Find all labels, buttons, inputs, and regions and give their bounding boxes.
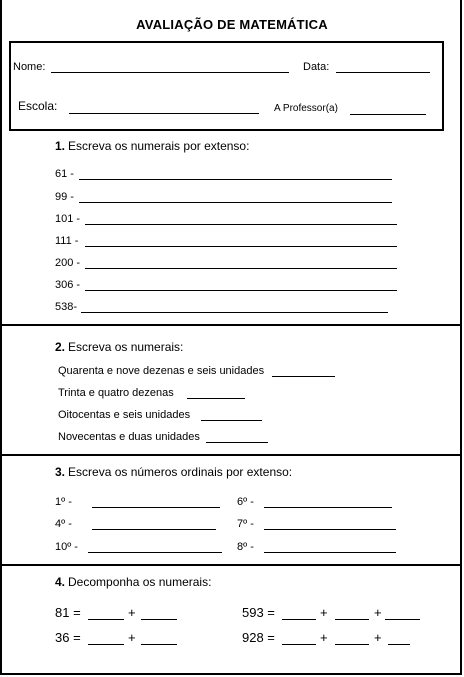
q4-answer-line[interactable] bbox=[385, 619, 420, 620]
question-text: Decomponha os numerais: bbox=[68, 575, 212, 589]
q2-item: Trinta e quatro dezenas bbox=[58, 387, 174, 399]
question-2-heading bbox=[55, 340, 183, 354]
q2-item: Oitocentas e seis unidades bbox=[58, 409, 191, 421]
question-3-heading bbox=[55, 465, 292, 479]
student-info-box bbox=[9, 41, 444, 131]
q3-answer-line[interactable] bbox=[88, 552, 222, 553]
q4-answer-line[interactable] bbox=[88, 644, 124, 645]
q4-number: 928 = bbox=[242, 630, 275, 645]
q4-answer-line[interactable] bbox=[388, 644, 410, 645]
q2-answer-line[interactable] bbox=[272, 376, 335, 377]
q4-answer-line[interactable] bbox=[335, 619, 369, 620]
plus-sign: + bbox=[320, 630, 328, 645]
q2-answer-line[interactable] bbox=[201, 420, 262, 421]
q1-item: 99 - bbox=[55, 191, 74, 203]
q3-answer-line[interactable] bbox=[264, 552, 396, 553]
name-field[interactable] bbox=[51, 72, 289, 73]
q2-answer-line[interactable] bbox=[206, 442, 268, 443]
plus-sign: + bbox=[374, 605, 382, 620]
q4-answer-line[interactable] bbox=[141, 644, 177, 645]
q3-item: 6º - bbox=[237, 496, 254, 508]
q4-number: 81 = bbox=[55, 605, 81, 620]
school-label: Escola: bbox=[18, 99, 58, 113]
q1-answer-line[interactable] bbox=[79, 179, 392, 180]
q1-answer-line[interactable] bbox=[85, 290, 397, 291]
section-divider bbox=[2, 564, 460, 566]
q1-item: 306 - bbox=[55, 279, 81, 291]
q3-answer-line[interactable] bbox=[92, 507, 220, 508]
q3-item: 7º - bbox=[237, 518, 254, 530]
q3-answer-line[interactable] bbox=[92, 529, 216, 530]
teacher-field[interactable] bbox=[350, 114, 426, 115]
plus-sign: + bbox=[374, 630, 382, 645]
question-4-heading bbox=[55, 575, 211, 589]
q4-number: 593 = bbox=[242, 605, 275, 620]
teacher-label: A Professor(a) bbox=[274, 103, 338, 114]
q1-answer-line[interactable] bbox=[85, 268, 397, 269]
q3-answer-line[interactable] bbox=[264, 529, 396, 530]
q4-answer-line[interactable] bbox=[282, 619, 316, 620]
date-label: Data: bbox=[303, 61, 330, 73]
q4-number: 36 = bbox=[55, 630, 81, 645]
q4-answer-line[interactable] bbox=[335, 644, 369, 645]
page-title: AVALIAÇÃO DE MATEMÁTICA bbox=[136, 17, 328, 32]
q1-item: 111 - bbox=[55, 235, 79, 247]
q1-answer-line[interactable] bbox=[85, 224, 397, 225]
section-divider bbox=[2, 454, 460, 456]
plus-sign: + bbox=[128, 605, 136, 620]
question-text: Escreva os numerais por extenso: bbox=[68, 139, 250, 153]
q4-answer-line[interactable] bbox=[88, 619, 124, 620]
name-label: Nome: bbox=[13, 61, 46, 73]
question-1-heading bbox=[55, 139, 249, 153]
school-field[interactable] bbox=[69, 113, 259, 114]
q1-item: 101 - bbox=[55, 213, 81, 225]
q1-item: 61 - bbox=[55, 168, 74, 180]
question-number: 2. bbox=[55, 340, 66, 354]
plus-sign: + bbox=[320, 605, 328, 620]
q3-answer-line[interactable] bbox=[264, 507, 392, 508]
plus-sign: + bbox=[128, 630, 136, 645]
q1-answer-line[interactable] bbox=[85, 246, 397, 247]
q3-item: 8º - bbox=[237, 541, 254, 553]
date-field[interactable] bbox=[336, 72, 430, 73]
q1-answer-line[interactable] bbox=[81, 312, 388, 313]
q2-item: Novecentas e duas unidades bbox=[58, 431, 200, 443]
q3-item: 10º - bbox=[55, 541, 78, 553]
q1-item: 200 - bbox=[55, 257, 81, 269]
q3-item: 1º - bbox=[55, 496, 72, 508]
q4-answer-line[interactable] bbox=[282, 644, 316, 645]
question-number: 1. bbox=[55, 139, 66, 153]
question-text: Escreva os números ordinais por extenso: bbox=[68, 465, 293, 479]
q4-answer-line[interactable] bbox=[141, 619, 177, 620]
question-text: Escreva os numerais: bbox=[68, 340, 184, 354]
q2-item: Quarenta e nove dezenas e seis unidades bbox=[58, 365, 265, 377]
q1-answer-line[interactable] bbox=[79, 202, 392, 203]
q1-item: 538- bbox=[55, 301, 78, 313]
q3-item: 4º - bbox=[55, 518, 72, 530]
section-divider bbox=[2, 324, 460, 326]
question-number: 4. bbox=[55, 575, 66, 589]
q2-answer-line[interactable] bbox=[187, 398, 245, 399]
question-number: 3. bbox=[55, 465, 66, 479]
